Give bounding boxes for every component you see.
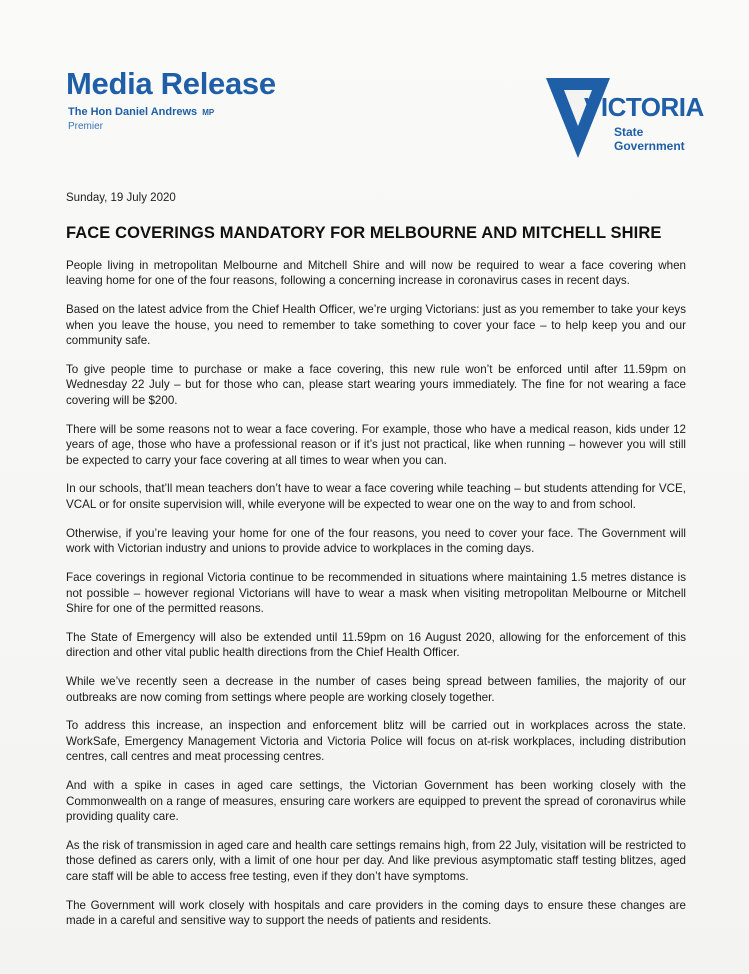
release-headline: FACE COVERINGS MANDATORY FOR MELBOURNE AND MITCHELL SHIRE — [66, 224, 662, 242]
media-release-title: Media Release — [66, 66, 276, 101]
minister-role: Premier — [68, 121, 104, 132]
body-paragraph: As the risk of transmission in aged care and health care settings remains high, from 22 July, visitation will be restricted to those defined as carers only, with a limit of one hour per day. And like previous asymptomatic staff testing blitzes, aged care staff will be able to access free testing, even if they don’t have symptoms. — [66, 838, 686, 883]
body-paragraph: Otherwise, if you’re leaving your home for one of the four reasons, you need to cover your face. The Government will work with Victorian industry and unions to provide advice to workplaces in the coming days. — [66, 526, 686, 556]
release-date: Sunday, 19 July 2020 — [66, 192, 176, 204]
logo-wordmark: VICTORIA — [584, 92, 704, 122]
body-paragraph: In our schools, that’ll mean teachers don’t have to wear a face covering while teaching – but students attending for VCE, VCAL or for onsite supervision will, while everyone will be expected to wear one on the way to and from school. — [66, 482, 686, 511]
victoria-state-government-logo — [546, 68, 704, 163]
release-body — [66, 258, 686, 942]
minister-name-text: The Hon Daniel Andrews — [68, 106, 198, 118]
body-paragraph: The Government will work closely with hospitals and care providers in the coming days to ensure these changes are made in a careful and sensitive way to support the needs of patients and residents. — [66, 898, 686, 927]
body-paragraph: And with a spike in cases in aged care settings, the Victorian Government has been working closely with the Commonwealth on a range of measures, ensuring care workers are equipped to prevent the spread of coronavirus while providing quality care. — [66, 779, 686, 823]
body-paragraph: While we’ve recently seen a decrease in the number of cases being spread between families, the majority of our outbreaks are now coming from settings where people are working closely together. — [66, 675, 686, 704]
media-release-header — [66, 66, 704, 176]
minister-suffix: MP — [202, 108, 215, 117]
body-paragraph: Face coverings in regional Victoria continue to be recommended in situations where maintaining 1.5 metres distance is not possible – however regional Victorians will have to wear a mask when visiting metropolitan Melbourne or Mitchell Shire for one of the permitted reasons. — [66, 571, 686, 615]
body-paragraph: Based on the latest advice from the Chief Health Officer, we’re urging Victorians: just as you remember to take your keys when you leave the house, you need to remember to take something to cover your face – to help keep you and our community safe. — [66, 303, 686, 348]
logo-state-text: State — [614, 125, 644, 139]
body-paragraph: To address this increase, an inspection and enforcement blitz will be carried out in workplaces across the state. WorkSafe, Emergency Management Victoria and Victoria Police will focus on at-risk workplaces, including distribution centres, call centres and meat processing centres. — [66, 719, 686, 764]
body-paragraph: The State of Emergency will also be extended until 11.59pm on 16 August 2020, allowing for the enforcement of this direction and other vital public health directions from the Chief Health Officer. — [66, 630, 686, 660]
logo-government-text: Government — [614, 139, 685, 153]
body-paragraph: There will be some reasons not to wear a face covering. For example, those who have a medical reason, kids under 12 years of age, those who have a professional reason or if it’s just not practical, like when running – however you will still be expected to carry your face covering at all times to wear when you can. — [66, 422, 686, 467]
body-paragraph: To give people time to purchase or make a face covering, this new rule won’t be enforced until after 11.59pm on Wednesday 22 July – but for those who can, please start wearing yours immediately. The fine for not wearing a face covering will be $200. — [66, 363, 686, 407]
minister-name — [68, 106, 214, 118]
body-paragraph: People living in metropolitan Melbourne and Mitchell Shire and will now be required to wear a face covering when leaving home for one of the four reasons, following a concerning increase in coronavirus cases in recent days. — [66, 259, 686, 288]
